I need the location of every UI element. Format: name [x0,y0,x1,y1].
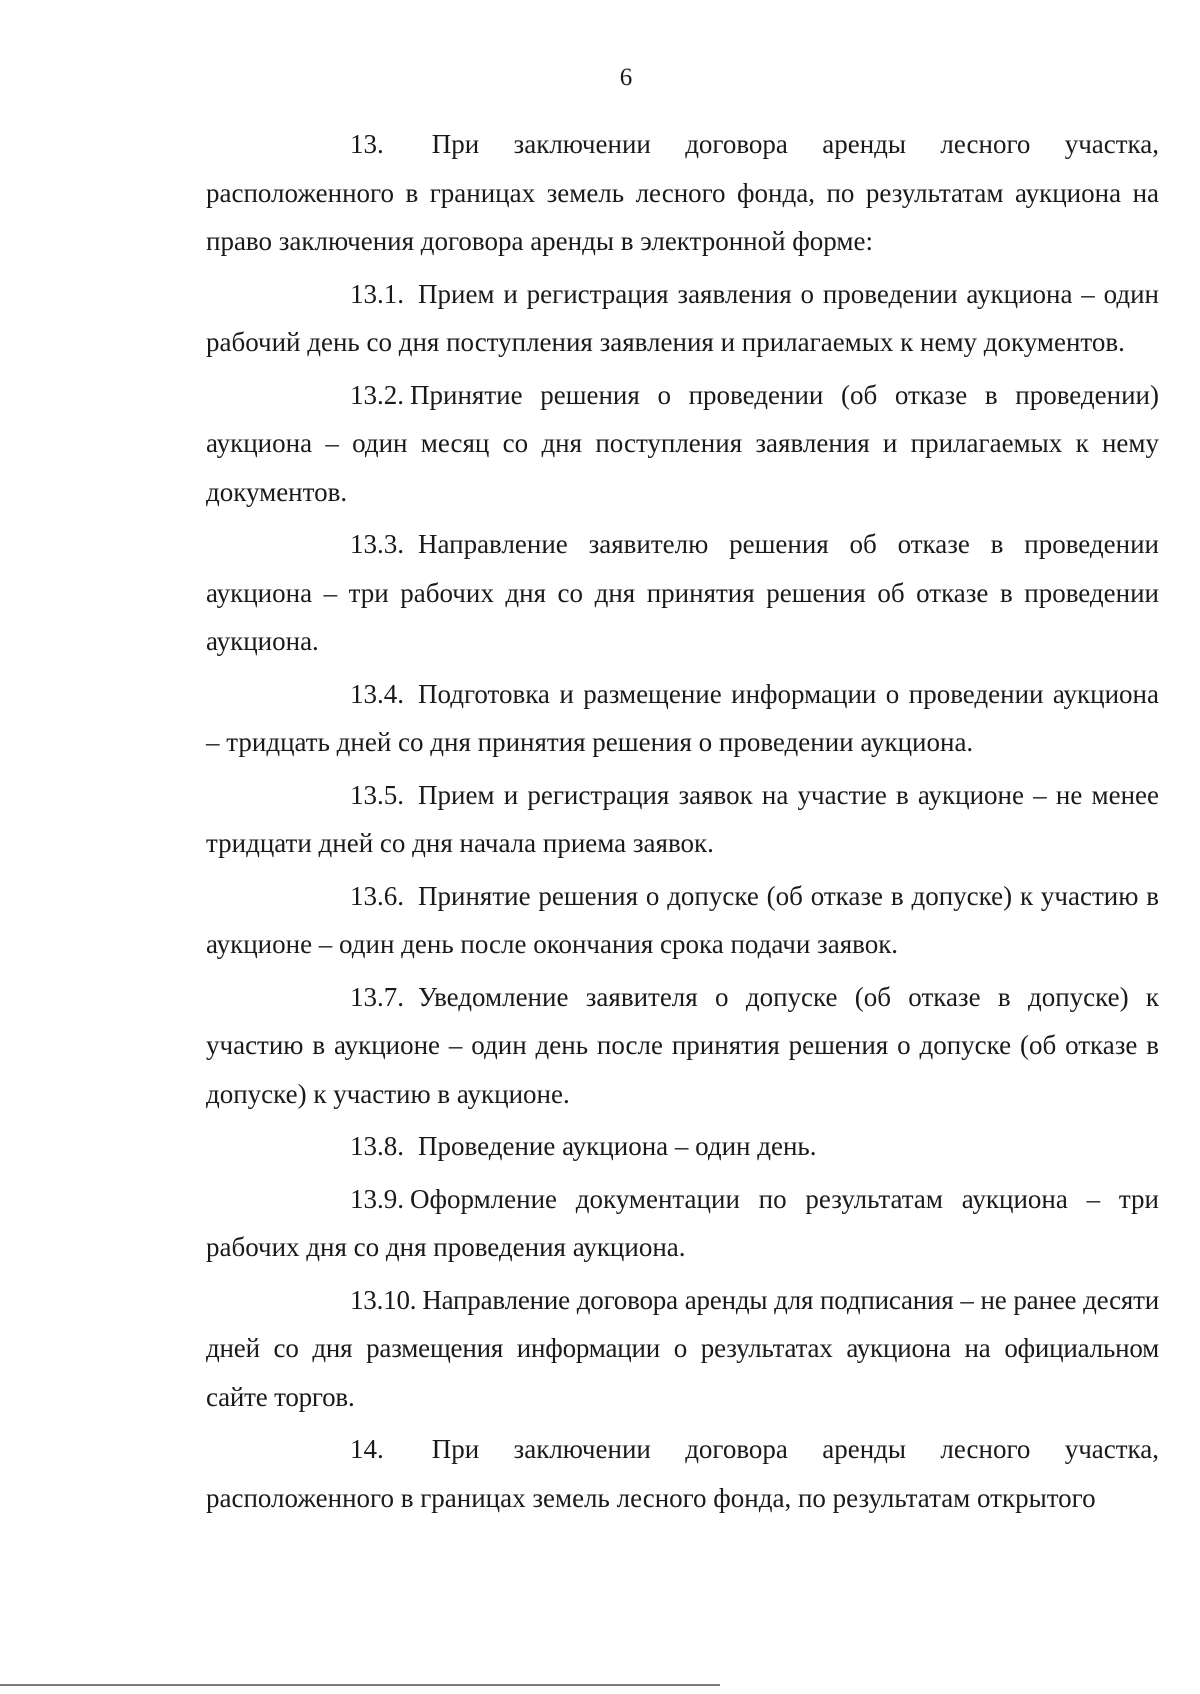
item-number: 13.9. [350,1183,404,1214]
paragraph-13-9 [206,1175,1159,1272]
page-number: 6 [619,64,633,91]
item-text: При заключении договора аренды лесного участка, расположенного в границах земель лесного фонда, по результатам аукциона на право заключения договора аренды в электронной форме: [206,129,1159,256]
item-text: Оформление документации по результатам аукциона – три рабочих дня со дня проведения аукциона. [206,1183,1159,1262]
paragraph-13-6 [206,872,1159,969]
item-text: Проведение аукциона – один день. [418,1131,817,1161]
paragraph-13-5 [206,771,1159,868]
item-number: 13.2. [350,379,404,410]
paragraph-14 [206,1425,1159,1522]
paragraph-13-1 [206,270,1159,367]
item-number: 13.3. [350,529,404,559]
paragraph-13-7 [206,973,1159,1119]
document-body [206,120,1159,1526]
item-number: 13.7. [350,981,404,1012]
item-text: Направление договора аренды для подписания – не ранее десяти дней со дня размещения информации о результатах аукциона на официальном сайте торгов. [206,1284,1159,1412]
item-number: 13. [350,129,384,159]
item-text: При заключении договора аренды лесного участка, расположенного в границах земель лесного фонда, по результатам открытого [206,1434,1159,1513]
paragraph-13-3 [206,520,1159,666]
item-text: Направление заявителю решения об отказе в проведении аукциона – три рабочих дня со дня принятия решения об отказе в проведении аукциона. [206,529,1159,656]
paragraph-13-4 [206,670,1159,767]
item-number: 13.10. [350,1284,417,1315]
item-text: Уведомление заявителя о допуске (об отказе в допуске) к участию в аукционе – один день после принятия решения о допуске (об отказе в допуске) к участию в аукционе. [206,981,1159,1109]
paragraph-13-8 [206,1122,1159,1171]
paragraph-13 [206,120,1159,266]
scan-edge-line [0,1684,720,1686]
item-text: Подготовка и размещение информации о проведении аукциона – тридцать дней со дня принятия решения о проведении аукциона. [206,678,1159,757]
paragraph-13-2 [206,371,1159,517]
item-text: Прием и регистрация заявления о проведении аукциона – один рабочий день со дня поступления заявления и прилагаемых к нему документов. [206,278,1159,357]
item-number: 13.8. [350,1131,404,1161]
item-number: 13.1. [350,278,404,309]
item-number: 13.4. [350,678,404,709]
item-text: Принятие решения о допуске (об отказе в допуске) к участию в аукционе – один день после окончания срока подачи заявок. [206,880,1159,959]
paragraph-13-10 [206,1276,1159,1422]
item-number: 14. [350,1434,384,1464]
item-text: Принятие решения о проведении (об отказе в проведении) аукциона – один месяц со дня поступления заявления и прилагаемых к нему документов. [206,379,1159,507]
item-text: Прием и регистрация заявок на участие в аукционе – не менее тридцати дней со дня начала приема заявок. [206,779,1159,858]
item-number: 13.6. [350,880,404,911]
item-number: 13.5. [350,779,404,810]
